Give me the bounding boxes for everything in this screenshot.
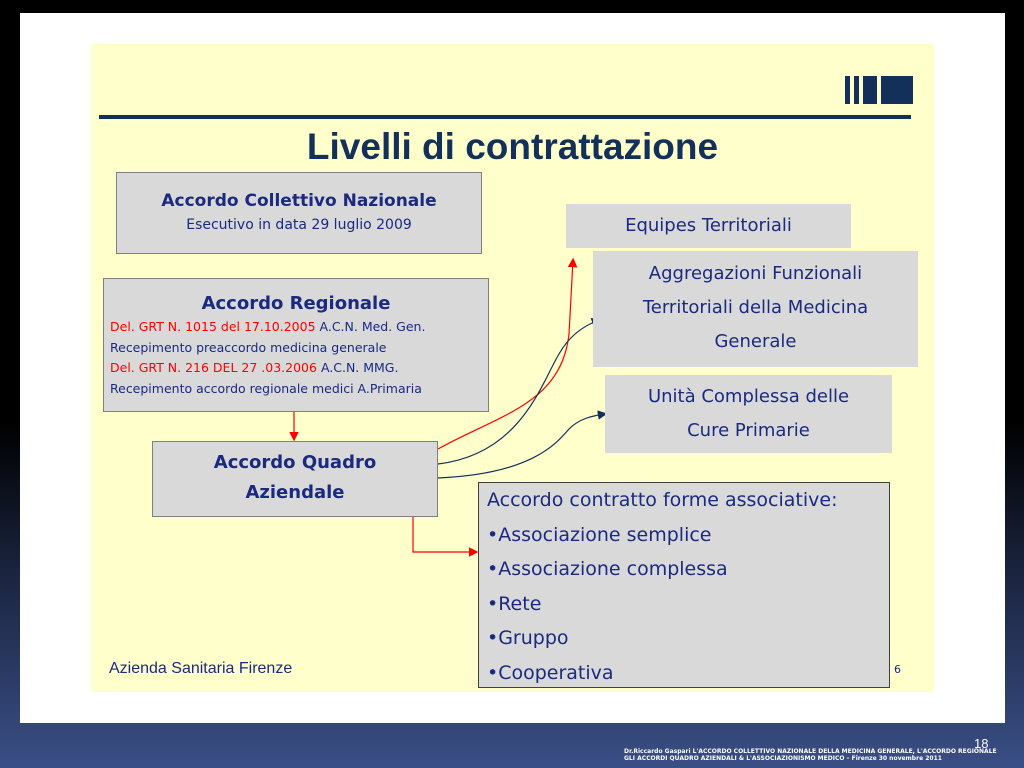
slide-title: Livelli di contrattazione [306,126,719,167]
ucp-line-1: Unità Complessa delle [647,386,850,407]
box-accordo-collettivo-nazionale [116,172,482,254]
credit-line-1: Dr.Riccardo Gaspari L'ACCORDO COLLETTIVO NAZIONALE DELLA MEDICINA GENERALE, L'ACCORDO REGIONALE [624,748,997,755]
ucp-line-2: Cure Primarie [687,420,810,441]
et-label: Equipes Territoriali [625,215,792,236]
inner-slide-number: 6 [894,663,901,676]
footer-credit [624,748,1024,762]
acn-title: Accordo Collettivo Nazionale [161,191,437,211]
box-accordo-quadro-aziendale [152,441,438,517]
aft-line-3: Generale [714,331,797,352]
forme-item: •Gruppo [487,627,569,649]
credit-line-2: GLI ACCORDI QUADRO AZIENDALI & L'ASSOCIAZIONISMO MEDICO – Firenze 30 novembre 2011 [624,755,942,762]
box-unita-complessa [605,375,892,453]
box-accordo-regionale [103,278,489,412]
forme-item: •Rete [487,592,542,615]
ar-line-2: Recepimento preaccordo medicina generale [110,339,387,355]
forme-heading: Accordo contratto forme associative: [487,489,838,511]
page-number: 18 [974,736,989,751]
forme-item: •Associazione semplice [487,523,712,546]
arrow-aqa-to-ucp [438,414,605,478]
ar-line-4: Recepimento accordo regionale medici A.Primaria [110,380,422,396]
ar-line-1: Del. GRT N. 1015 del 17.10.2005 A.C.N. Med. Gen. [110,319,426,334]
arrow-aqa-to-forme [413,517,476,552]
forme-item: •Associazione complessa [487,558,728,580]
slide [91,44,934,692]
ar-line-3: Del. GRT N. 216 DEL 27 .03.2006 A.C.N. MMG. [110,360,399,375]
ar-title: Accordo Regionale [201,293,391,314]
box-aggregazioni-funzionali [593,251,918,367]
forme-item: •Cooperativa [487,661,614,684]
aft-line-1: Aggregazioni Funzionali [648,263,863,284]
acn-subtitle: Esecutivo in data 29 luglio 2009 [186,217,412,233]
aqa-title-2: Aziendale [245,482,345,503]
aft-line-2: Territoriali della Medicina [642,297,869,318]
aqa-title-1: Accordo Quadro [213,452,377,473]
box-equipes-territoriali [566,204,851,248]
footer-azienda: Azienda Sanitaria Firenze [109,660,293,677]
box-forme-associative [478,482,890,688]
